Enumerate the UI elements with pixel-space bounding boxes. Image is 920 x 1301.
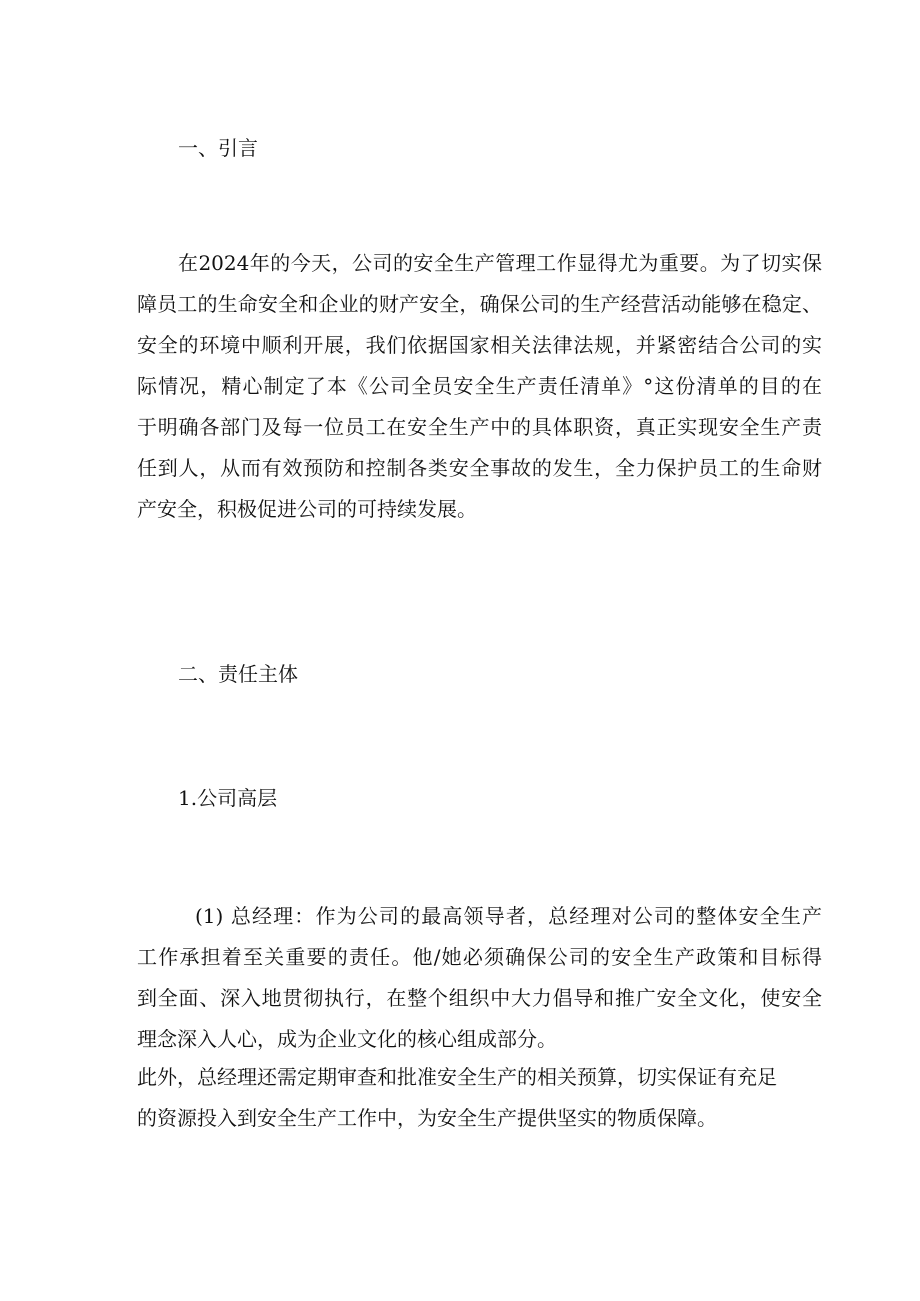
introduction-paragraph — [137, 243, 822, 530]
paragraph-line: 到全面、深入地贯彻执行，在整个组织中大力倡导和推广安全文化，使安全 — [137, 986, 822, 1010]
paragraph-line: 产安全，积极促进公司的可持续发展。 — [137, 497, 477, 521]
paragraph-line: 障员工的生命安全和企业的财产安全，确保公司的生产经营活动能够在稳定、 — [137, 292, 822, 316]
paragraph-line: (1) 总经理：作为公司的最高领导者，总经理对公司的整体安全生产 — [195, 904, 822, 928]
paragraph-line: 于明确各部门及每一位员工在安全生产中的具体职资，真正实现安全生产责 — [137, 415, 822, 439]
paragraph-line: 此外，总经理还需定期审查和批准安全生产的相关预算，切实保证有充足 — [137, 1065, 777, 1089]
paragraph-line: 的资源投入到安全生产工作中，为安全生产提供坚实的物质保障。 — [137, 1106, 717, 1130]
paragraph-line: 在2024年的今天，公司的安全生产管理工作显得尤为重要。为了切实保 — [178, 251, 822, 275]
section-heading-introduction: 一、引言 — [178, 136, 258, 160]
general-manager-budget-paragraph — [137, 1057, 777, 1139]
section-heading-responsibility: 二、责任主体 — [178, 662, 298, 686]
general-manager-paragraph — [137, 896, 822, 1060]
paragraph-line: 际情况，精心制定了本《公司全员安全生产责任清单》°这份清单的目的在 — [137, 374, 822, 398]
paragraph-line: 理念深入人心，成为企业文化的核心组成部分。 — [137, 1027, 557, 1051]
paragraph-line: 任到人，从而有效预防和控制各类安全事故的发生，全力保护员工的生命财 — [137, 456, 822, 480]
paragraph-line: 安全的环境中顺利开展，我们依据国家相关法律法规，并紧密结合公司的实 — [137, 333, 822, 357]
paragraph-line: 工作承担着至关重要的责任。他/她必须确保公司的安全生产政策和目标得 — [137, 945, 822, 969]
subheading-company-executives: 1.公司高层 — [178, 786, 278, 810]
